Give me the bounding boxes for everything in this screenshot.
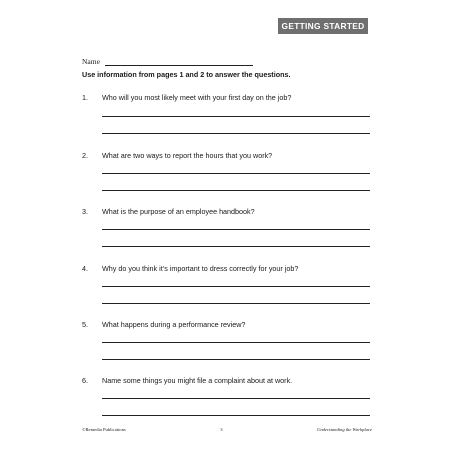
question-text: Why do you think it’s important to dress correctly for your job? bbox=[102, 264, 299, 273]
question-text: What are two ways to report the hours that you work? bbox=[102, 151, 273, 160]
question-number: 2. bbox=[82, 151, 88, 160]
question-number: 6. bbox=[82, 376, 88, 385]
question-text: What happens during a performance review? bbox=[102, 320, 246, 329]
footer-publisher: ©Remedia Publications bbox=[82, 427, 126, 432]
section-badge: GETTING STARTED bbox=[278, 18, 368, 34]
question-6 bbox=[82, 376, 372, 385]
footer-page-number: 3 bbox=[220, 427, 223, 432]
question-text: Who will you most likely meet with your first day on the job? bbox=[102, 93, 292, 102]
answer-line[interactable] bbox=[102, 398, 370, 399]
question-number: 5. bbox=[82, 320, 88, 329]
name-label: Name bbox=[82, 57, 100, 66]
question-2 bbox=[82, 151, 372, 160]
question-text: Name some things you might file a complaint about at work. bbox=[102, 376, 293, 385]
answer-line[interactable] bbox=[102, 173, 370, 174]
question-4 bbox=[82, 264, 372, 273]
question-number: 1. bbox=[82, 93, 88, 102]
question-1 bbox=[82, 93, 372, 102]
page-footer bbox=[82, 427, 372, 432]
answer-line[interactable] bbox=[102, 229, 370, 230]
question-number: 4. bbox=[82, 264, 88, 273]
answer-line[interactable] bbox=[102, 359, 370, 360]
answer-line[interactable] bbox=[102, 190, 370, 191]
question-3 bbox=[82, 207, 372, 216]
answer-line[interactable] bbox=[102, 303, 370, 304]
question-5 bbox=[82, 320, 372, 329]
answer-line[interactable] bbox=[102, 133, 370, 134]
answer-line[interactable] bbox=[102, 415, 370, 416]
footer-book-title: Understanding the Workplace bbox=[317, 427, 372, 432]
answer-line[interactable] bbox=[102, 246, 370, 247]
answer-line[interactable] bbox=[102, 342, 370, 343]
instructions-text: Use information from pages 1 and 2 to answer the questions. bbox=[82, 70, 291, 79]
answer-line[interactable] bbox=[102, 116, 370, 117]
answer-line[interactable] bbox=[102, 286, 370, 287]
question-text: What is the purpose of an employee handbook? bbox=[102, 207, 255, 216]
name-input-line[interactable] bbox=[105, 57, 253, 66]
question-number: 3. bbox=[82, 207, 88, 216]
name-row bbox=[82, 54, 253, 66]
